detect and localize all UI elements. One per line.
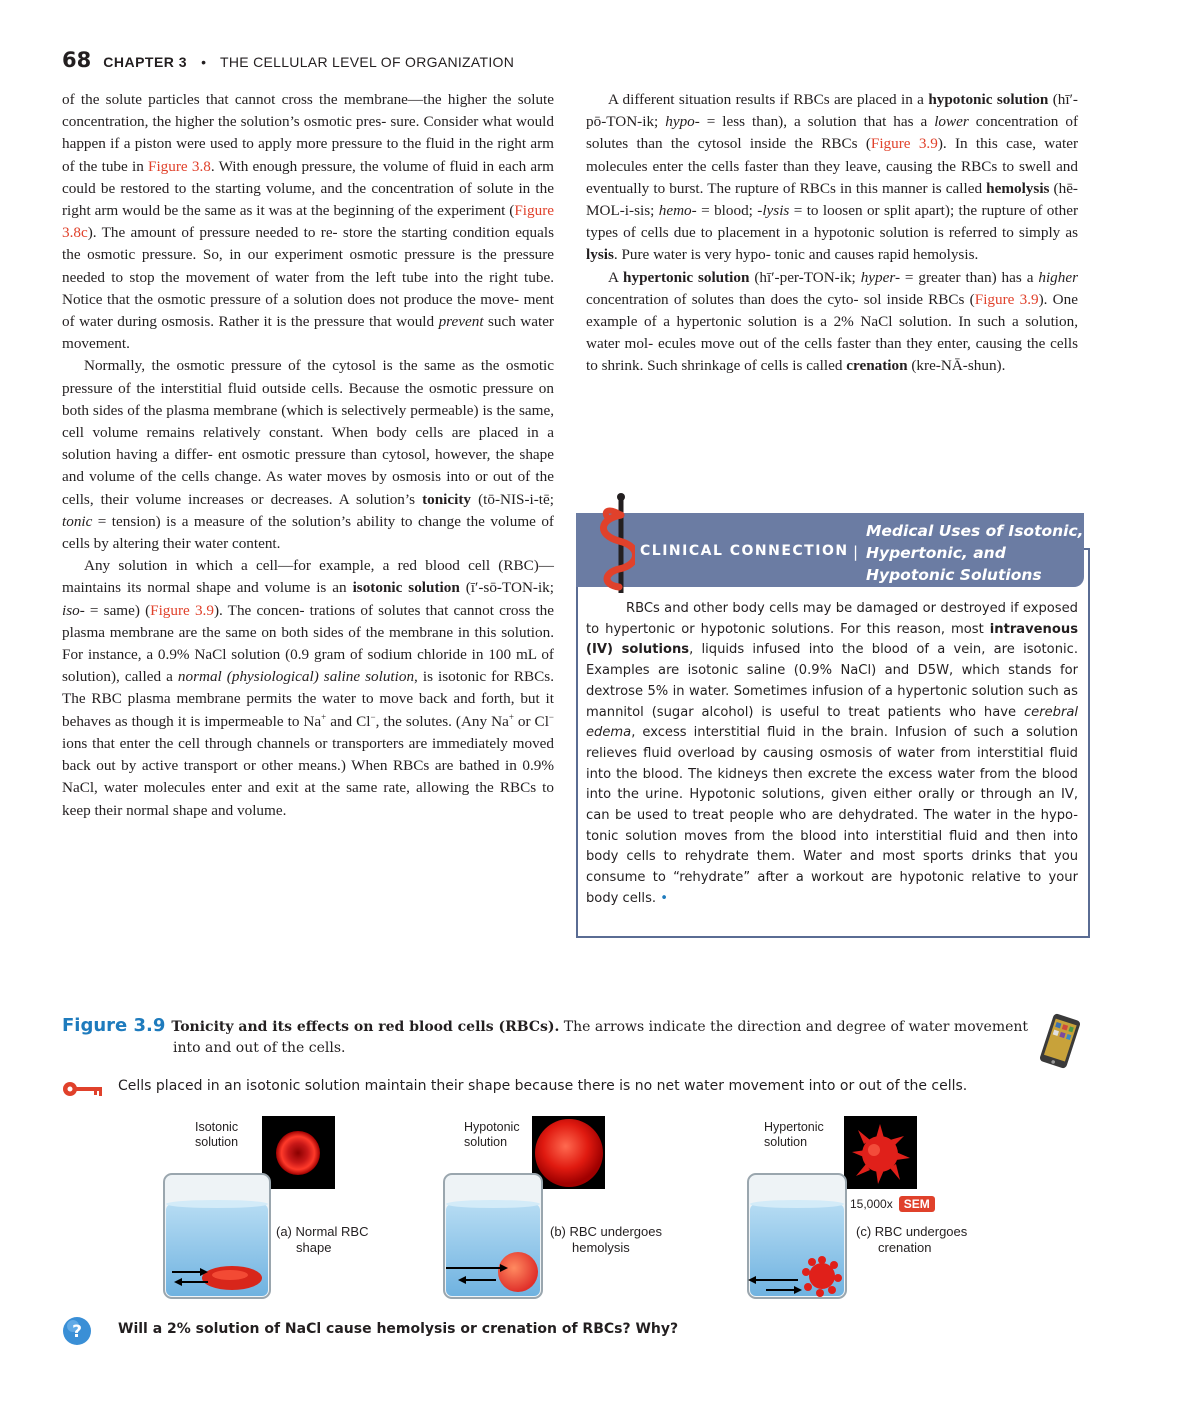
figure-description: The arrows indicate the direction and degree of water movement bbox=[559, 1019, 1029, 1035]
clinical-connection-text: RBCs and other body cells may be damaged or destroyed if exposed to hypertonic or hypotonic solutions. For this reason, most intravenous (IV) solutions, liquids infused into the blood of a vein, are isotonic. Examples are isotonic saline (0.9% NaCl) and D5W, which stands for dextrose 5% in water. Sometimes infusion of a hypertonic solution such as mannitol (sugar alcohol) is useful to treat patients who have cerebral edema, excess interstitial fluid in the brain. Infusion of such a solution relieves fluid overload by causing osmosis of water from interstitial fluid into the blood. The kidneys then excrete the excess water from the blood into the urine. Hypotonic solutions, given either orally or through an IV, can be used to treat people who are dehydrated. The water in the hypo- tonic solution moves from the blood into interstitial fluid and then into body cells to rehydrate them. Water and most sports drinks that you consume to “rehydrate” after a workout are hypotonic relative to your body cells. • bbox=[586, 601, 1078, 906]
solution-label: Isotonic solution bbox=[195, 1120, 239, 1149]
key-term: hypotonic solution bbox=[928, 91, 1049, 108]
key-term: hypertonic solution bbox=[623, 268, 750, 286]
paragraph: Normally, the osmotic pressure of the cytosol is the same as the osmotic pressure of the interstitial fluid outside cells. Because the osmotic pressure on both sides of the plasma membrane (which is selectively permeable) is the same, cell volume remains relatively constant. When body cells are placed in a solution having a differ- ent osmotic pressure than cytosol, however, the shape and volume of the cells change. As water moves by osmosis into or out of the cells, their volume increases or decreases. A solution’s tonicity (tō-NIS-i-tē; tonic = tension) is a measure of the solution’s ability to change the volume of cells by altering their water content. bbox=[62, 357, 554, 553]
caduceus-icon bbox=[581, 491, 635, 597]
clinical-connection-title: Medical Uses of Isotonic, Hypertonic, and Hypotonic Solutions bbox=[866, 522, 1084, 584]
panel-caption-a: (a) Normal RBC shape bbox=[276, 1224, 369, 1255]
key-concept-text: Cells placed in an isotonic solution maintain their shape because there is no net water movement into or out of the cells. bbox=[118, 1078, 968, 1094]
panel-caption-b: (b) RBC undergoes hemolysis bbox=[550, 1224, 662, 1255]
key-term: isotonic solution bbox=[352, 579, 460, 597]
header-separator: • bbox=[201, 54, 206, 70]
figure-description-continued: into and out of the cells. bbox=[173, 1040, 346, 1056]
solution-label: Hypotonic solution bbox=[464, 1120, 520, 1149]
banner-separator: | bbox=[853, 543, 859, 561]
beaker-diagram bbox=[440, 1112, 710, 1312]
paragraph: A different situation results if RBCs are placed in a hypotonic solution (hī′-pō-TON-ik; hypo- = less than), a solution that has a lower concentration of solutes than the cytosol inside the RBCs (Figure 3.9). In this case, water molecules enter the cells faster than they leave, causing the RBCs to swell and eventually to burst. The rupture of RBCs in this manner is called hemolysis (hē-MOL-i-sis; hemo- = blood; -lysis = to loosen or split apart); the rupture of other types of cells due to placement in a hypotonic solution is referred to simply as lysis. Pure water is very hypo- tonic and causes rapid hemolysis. bbox=[586, 91, 1079, 264]
page-header bbox=[62, 48, 514, 74]
key-term: lysis bbox=[586, 246, 614, 264]
figure-link[interactable]: Figure 3.9 bbox=[870, 135, 938, 153]
clinical-connection-box bbox=[576, 491, 1090, 938]
figure-link[interactable]: Figure 3.8 bbox=[148, 157, 211, 175]
panel-isotonic bbox=[160, 1112, 430, 1312]
solution-label: Hypertonic solution bbox=[764, 1120, 824, 1149]
figure-caption bbox=[62, 1015, 1042, 1059]
right-column bbox=[586, 89, 1078, 378]
key-term: intravenous (IV) solutions bbox=[586, 621, 1078, 658]
paragraph: A hypertonic solution (hī′-per-TON-ik; hyper- = greater than) has a higher concentration of solutes than does the cyto- sol inside RBCs (Figure 3.9). One example of a hypertonic solution is a 2% NaCl solution. In such a solution, water mol- ecules move out of the cells faster than they enter, causing the cells to shrink. Such shrinkage of cells is called crenation (kre-NĀ-shun). bbox=[586, 268, 1078, 375]
beaker-diagram bbox=[160, 1112, 430, 1312]
chapter-number: CHAPTER 3 bbox=[103, 54, 188, 70]
paragraph: Any solution in which a cell—for example, a red blood cell (RBC)—maintains its normal shape and volume is an isotonic solution (ī′-sō-TON-ik; iso- = same) (Figure 3.9). The concen- trations of solutes that cannot cross the plasma membrane are the same on both sides of the membrane in this solution. For instance, a 0.9% NaCl solution (0.9 gram of sodium chloride in 100 mL of solution), called a normal (physiological) saline solution, is isotonic for RBCs. The RBC plasma membrane permits the water to move back and forth, but it behaves as though it is impermeable to Na+ and Cl−, the solutes. (Any Na+ or Cl− ions that enter the cell through channels or transporters are immediately moved back out by active transport or other means.) When RBCs are bathed in 0.9% NaCl, water molecules enter and exit at the same rate, allowing the RBCs to keep their normal shape and volume. bbox=[62, 557, 555, 819]
panel-caption-c: (c) RBC undergoes crenation bbox=[856, 1224, 968, 1255]
paragraph: of the solute particles that cannot cross the membrane—the higher the solute concentration, the higher the solution’s osmotic pres- sure. Consider what would happen if a piston were used to apply more pressure to the fluid in the right arm of the tube in Figure 3.8. With enough pressure, the volume of fluid in each arm could be restored to the starting volume, and the concentration of solute in the right arm would be the same as it was at the beginning of the experiment (Figure 3.8c). The amount of pressure needed to re- store the starting condition equals the osmotic pressure. So, in our experiment osmotic pressure is the pressure needed to stop the movement of water from the left tube into the right tube. Notice that the osmotic pressure of a solution does not produce the move- ment of water during osmosis. Rather it is the pressure that would prevent such water movement. bbox=[62, 91, 554, 353]
end-marker: • bbox=[660, 890, 668, 906]
question-text: Will a 2% solution of NaCl cause hemolysis or crenation of RBCs? Why? bbox=[118, 1321, 679, 1337]
key-term: hemolysis bbox=[986, 179, 1050, 197]
key-term: crenation bbox=[846, 357, 908, 375]
question-icon bbox=[62, 1316, 92, 1346]
key-icon bbox=[62, 1080, 104, 1098]
sem-badge: SEM bbox=[899, 1196, 935, 1212]
chapter-title: THE CELLULAR LEVEL OF ORGANIZATION bbox=[220, 54, 515, 70]
clinical-connection-label: CLINICAL CONNECTION bbox=[640, 543, 849, 559]
figure-label: Figure 3.9 bbox=[62, 1015, 166, 1036]
key-term: tonicity bbox=[422, 490, 472, 508]
svg-text:?: ? bbox=[72, 1322, 82, 1342]
beaker-diagram bbox=[744, 1112, 1014, 1312]
figure-link[interactable]: Figure 3.8c bbox=[62, 202, 554, 242]
left-column bbox=[62, 89, 554, 822]
page-number: 68 bbox=[62, 48, 92, 72]
panel-hypotonic bbox=[440, 1112, 710, 1312]
figure-link[interactable]: Figure 3.9 bbox=[974, 290, 1039, 308]
figure-question bbox=[62, 1316, 1062, 1346]
figure-link[interactable]: Figure 3.9 bbox=[150, 601, 214, 619]
figure-title: Tonicity and its effects on red blood cells (RBCs). bbox=[171, 1019, 560, 1035]
sem-scale: 15,000x SEM bbox=[850, 1196, 935, 1212]
clinical-connection-banner bbox=[576, 513, 1084, 587]
mobile-device-icon[interactable] bbox=[1036, 1012, 1084, 1070]
key-concept bbox=[62, 1076, 1062, 1102]
panel-hypertonic bbox=[744, 1112, 1014, 1312]
